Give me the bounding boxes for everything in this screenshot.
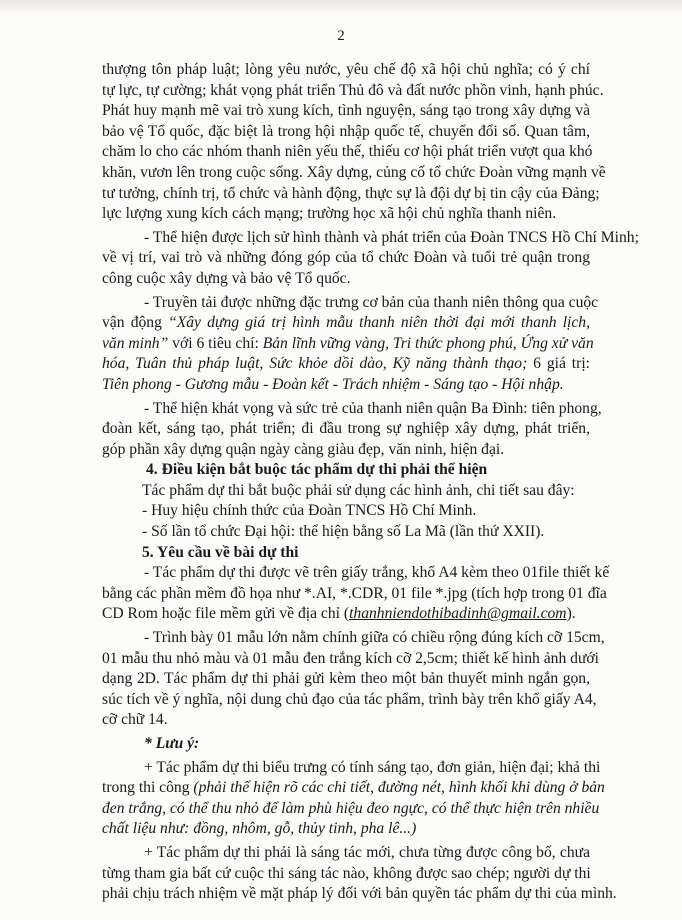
paragraph-youth-ideals <box>102 60 606 225</box>
text-line: khăn, vươn lên trong cuộc sống. Xây dựng, củng cố tổ chức Đoàn vững mạnh về <box>102 163 606 181</box>
campaign-title: “Xây dựng giá trị hình mẫu thanh niên thời đại mới thanh lịch, <box>168 314 590 332</box>
criteria-list: Bản lĩnh vững vàng, Tri thức phong phú, Ứng xử văn <box>262 334 594 352</box>
note-detail: đen trắng, có thể thu nhỏ để làm phù hiệu đeo ngực, có thể thực hiện trên nhiều <box>102 799 600 817</box>
text-line: - Trình bày 01 mẫu lớn nằm chính giữa có chiều rộng đúng kích cỡ 15cm, <box>144 629 605 647</box>
values-list: Tiên phong - Gương mẫu - Đoàn kết - Trách nhiệm - Sáng tạo - Hội nhập. <box>102 375 564 393</box>
text-line: súc tích về ý nghĩa, nội dung chủ đạo của tác phẩm, trình bày trên khổ giấy A4, <box>102 690 597 708</box>
text-line <box>102 778 605 799</box>
text-line: bằng các phần mềm đồ họa như *.AI, *.CDR, 01 file *.jpg (tích hợp trong 01 đĩa <box>102 584 607 602</box>
text-line: - Thể hiện khát vọng và sức trẻ của thanh niên quận Ba Đình: tiên phong, <box>144 399 602 417</box>
text-line: đoàn kết, sáng tạo, phát triển; đi đầu trong sự nghiệp xây dựng, phát triển, <box>102 420 590 438</box>
text-line: bảo vệ Tổ quốc, đặc biệt là trong hội nhập quốc tế, chuyển đổi số. Quan tâm, <box>102 122 590 140</box>
scan-shadow <box>0 0 682 12</box>
text-run: trong thi công <box>102 779 194 797</box>
paragraph-aspiration <box>102 399 602 461</box>
section-4-intro: Tác phẩm dự thi bắt buộc phải sử dụng các hình ảnh, chi tiết sau đây: <box>142 481 575 499</box>
section-5-heading: 5. Yêu cầu về bài dự thi <box>142 543 299 561</box>
text-run: 6 giá trị: <box>527 355 590 373</box>
text-line <box>102 334 594 355</box>
text-line: cỡ chữ 14. <box>102 711 168 729</box>
text-line: 01 mẫu thu nhỏ màu và 01 mẫu đen trắng kích cỡ 2,5cm; thiết kế hình ảnh dưới <box>102 649 599 667</box>
text-line: - Thể hiện được lịch sử hình thành và phát triển của Đoàn TNCS Hồ Chí Minh; <box>144 228 639 246</box>
document-body <box>102 60 639 905</box>
text-line: Phát huy mạnh mẽ vai trò xung kích, tình nguyện, sáng tạo trong xây dựng và <box>102 102 590 120</box>
text-line: về vị trí, vai trò và những đóng góp của tổ chức Đoàn và tuổi trẻ quận trong <box>102 249 590 267</box>
page-number: 2 <box>337 28 345 44</box>
text-line: + Tác phẩm dự thi phải là sáng tác mới, chưa từng được công bố, chưa <box>144 843 590 861</box>
note-detail: (phải thể hiện rõ các chi tiết, đường nét, hình khối khi dùng ở bản <box>193 779 605 797</box>
text-line: góp phần xây dựng quận ngày càng giàu đẹp, văn ninh, hiện đại. <box>102 440 505 458</box>
text-line: phải chịu trách nhiệm về mặt pháp lý đối với bản quyền tác phẩm dự thi của mình. <box>102 885 617 903</box>
text-line: lực lượng xung kích cách mạng; trường học xã hội chủ nghĩa thanh niên. <box>102 205 557 223</box>
paragraph-campaign <box>102 293 599 396</box>
note-detail: chất liệu như: đồng, nhôm, gỗ, thủy tinh, pha lê...) <box>102 820 417 838</box>
text-line <box>102 313 590 334</box>
email-link[interactable]: thanhniendothibadinh@gmail.com <box>349 605 567 623</box>
required-item: - Huy hiệu chính thức của Đoàn TNCS Hồ Chí Minh. <box>142 502 477 520</box>
text-run: CD Rom hoặc file mềm gửi về địa chỉ ( <box>102 605 350 623</box>
text-run: ). <box>566 605 576 623</box>
text-line: - Truyền tải được những đặc trưng cơ bản của thanh niên thông qua cuộc <box>144 293 599 311</box>
text-line: chăm lo cho các nhóm thanh niên yếu thế, thiếu cơ hội phát triển vượt qua khó <box>102 143 593 161</box>
section-5 <box>102 543 617 905</box>
required-item: - Số lần tổ chức Đại hội: thể hiện bằng số La Mã (lần thứ XXII). <box>142 523 545 541</box>
text-run: vận động <box>102 314 169 332</box>
text-line <box>102 604 590 625</box>
text-line: công cuộc xây dựng và bảo vệ Tổ quốc. <box>102 269 351 287</box>
text-line: tư tưởng, chính trị, tổ chức và hành động, thực sự là đội dự bị tin cậy của Đảng; <box>102 184 600 202</box>
paragraph-format <box>102 628 605 731</box>
paragraph-history <box>102 228 639 290</box>
text-line: - Tác phẩm dự thi được vẽ trên giấy trắng, khổ A4 kèm theo 01file thiết kế <box>144 564 610 582</box>
campaign-title-end: văn minh” <box>102 334 169 352</box>
note-block <box>102 734 617 905</box>
text-line <box>102 354 590 375</box>
text-line: tự lực, tự cường; khát vọng phát triển Thủ đô và đất nước phồn vinh, hạnh phúc. <box>102 81 604 99</box>
section-4-heading: 4. Điều kiện bắt buộc tác phẩm dự thi phải thể hiện <box>146 461 488 479</box>
text-line: dạng 2D. Tác phẩm dự thi phải gửi kèm theo một bản thuyết minh ngắn gọn, <box>102 670 590 688</box>
criteria-list-end: hóa, Tuân thủ pháp luật, Sức khỏe dồi dào, Kỹ năng thành thạo; <box>102 355 528 373</box>
section-4 <box>102 460 590 542</box>
text-line: + Tác phẩm dự thi biểu trưng có tính sáng tạo, đơn giản, hiện đại; khả thi <box>144 758 601 776</box>
text-run: với 6 tiêu chí: <box>168 334 263 352</box>
text-line: từng tham gia bất cứ cuộc thi sáng tác nào, không được sao chép; người dự thi <box>102 864 591 882</box>
text-line: thượng tôn pháp luật; lòng yêu nước, yêu chế độ xã hội chủ nghĩa; có ý chí <box>102 61 590 78</box>
note-label: * Lưu ý: <box>144 735 200 752</box>
